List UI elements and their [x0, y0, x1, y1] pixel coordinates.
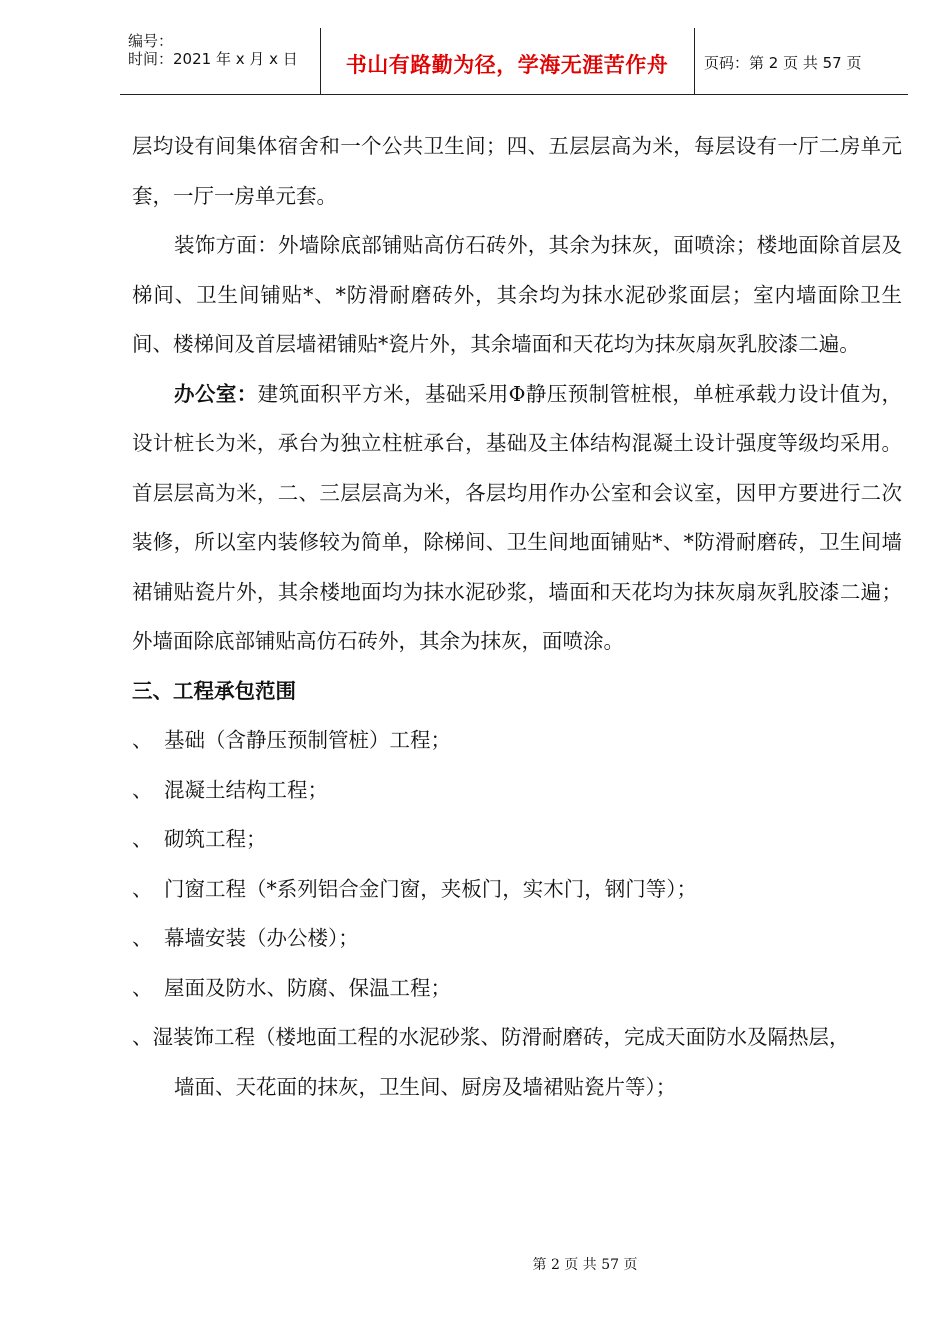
paragraph-office: [132, 370, 902, 667]
list-item: [132, 716, 902, 766]
list-item: [132, 766, 902, 816]
document-body: [132, 122, 902, 1112]
list-bullet: 、: [132, 926, 153, 950]
list-bullet: 、: [132, 876, 153, 901]
list-item: [132, 865, 902, 915]
office-heading: 办公室：: [174, 381, 258, 406]
list-item-text: 幕墙安装（办公楼）；: [164, 926, 359, 950]
list-item: [132, 914, 902, 964]
paragraph-decoration: 装饰方面：外墙除底部铺贴高仿石砖外，其余为抹灰，面喷涂；楼地面除首层及梯间、卫生间铺贴*、*防滑耐磨砖外，其余均为抹水泥砂浆面层；室内墙面除卫生间、楼梯间及首层墙裙铺贴*瓷片外，其余墙面和天花均为抹灰扇灰乳胶漆二遍。: [132, 233, 902, 356]
footer-page-number: 第 2 页 共 57 页: [532, 1257, 638, 1273]
list-item-wet-decoration: 、湿装饰工程（楼地面工程的水泥砂浆、防滑耐磨砖，完成天面防水及隔热层，: [132, 1025, 850, 1049]
header-page-info: 页码：第 2 页 共 57 页: [704, 54, 862, 72]
office-description: 建筑面积平方米，基础采用Φ静压预制管桩根，单桩承载力设计值为，设计桩长为米，承台为独立柱桩承台，基础及主体结构混凝土设计强度等级均采用。首层层高为米，二、三层层高为米，各层均用作办公室和会议室，因甲方要进行二次装修，所以室内装修较为简单，除梯间、卫生间地面铺贴*、*防滑耐磨砖，卫生间墙裙铺贴瓷片外，其余楼地面均为抹水泥砂浆，墙面和天花均为抹灰扇灰乳胶漆二遍；外墙面除底部铺贴高仿石砖外，其余为抹灰，面喷涂。: [132, 381, 902, 653]
header-page-cell: [694, 28, 908, 94]
list-item: [132, 964, 902, 1014]
page-header: [120, 28, 908, 95]
section-3-title: 三、工程承包范围: [132, 678, 296, 703]
list-bullet: 、: [132, 827, 153, 851]
list-bullet: 、: [132, 777, 153, 802]
document-time-label: 时间：2021 年 x 月 x 日: [128, 50, 298, 68]
header-motto: 书山有路勤为径，学海无涯苦作舟: [345, 53, 669, 77]
list-item-text: 砌筑工程；: [164, 827, 267, 851]
list-item-text: 屋面及防水、防腐、保温工程；: [164, 975, 451, 1000]
page-footer: [0, 1254, 950, 1274]
document-number-label: 编号：: [128, 32, 174, 50]
list-item-text: 门窗工程（*系列铝合金门窗，夹板门，实木门，钢门等）；: [164, 876, 697, 901]
header-meta-cell: [120, 28, 321, 94]
list-item-text: 基础（含静压预制管桩）工程；: [164, 728, 451, 752]
header-motto-cell: [320, 28, 695, 94]
list-item: [132, 815, 902, 865]
list-item-text: 混凝土结构工程；: [164, 777, 328, 802]
paragraph-dormitory: 层均设有间集体宿舍和一个公共卫生间；四、五层层高为米，每层设有一厅二房单元套，一厅一房单元套。: [132, 134, 902, 208]
list-item-wet-decoration-continued: 墙面、天花面的抹灰，卫生间、厨房及墙裙贴瓷片等）；: [174, 1074, 677, 1099]
list-bullet: 、: [132, 728, 153, 752]
list-bullet: 、: [132, 975, 153, 1000]
